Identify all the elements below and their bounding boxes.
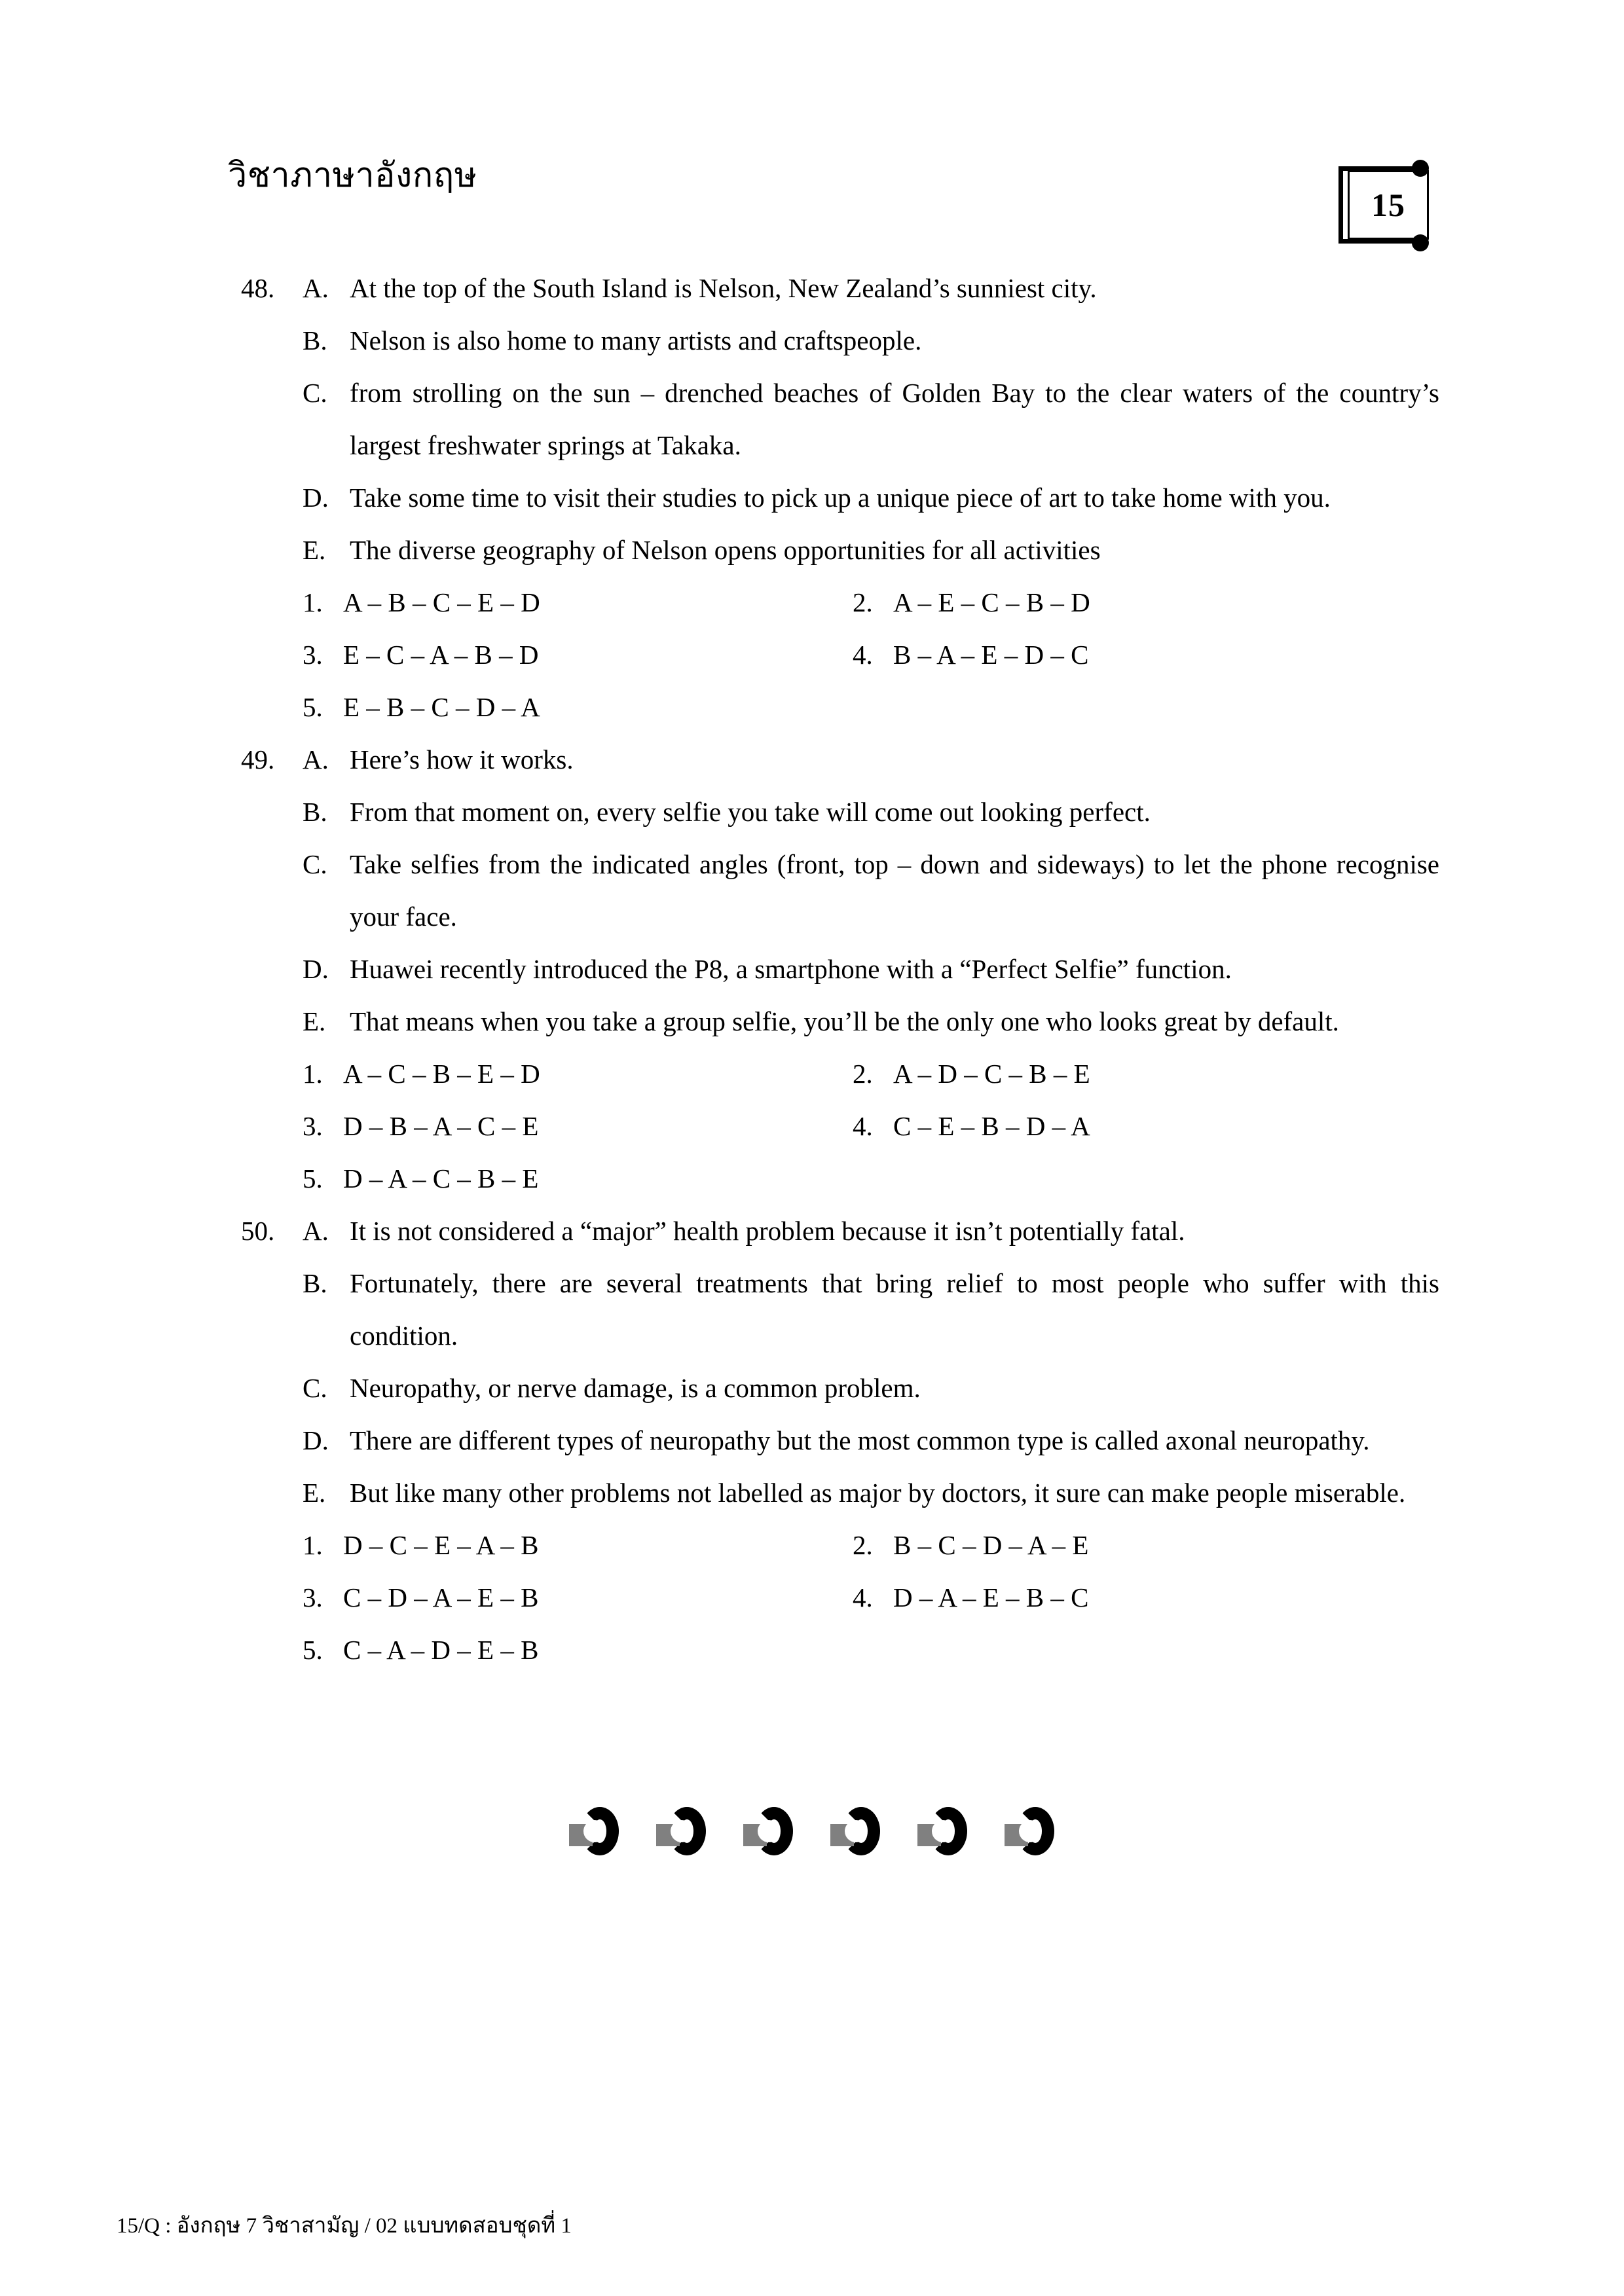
question-number: 48. — [241, 273, 275, 303]
choice-number: 3. — [303, 640, 323, 670]
question-item — [0, 1467, 1624, 1519]
item-text: It is not considered a “major” health problem because it isn’t potentially fatal. — [350, 1216, 1185, 1246]
item-label: E. — [303, 535, 326, 565]
answer-choice-5[interactable] — [303, 1152, 538, 1205]
item-text: Nelson is also home to many artists and craftspeople. — [350, 325, 922, 355]
choice-number: 4. — [853, 640, 873, 670]
hole-shape — [758, 1820, 780, 1842]
item-text: Fortunately, there are several treatments that bring relief to most people who suffer with this condition. — [350, 1268, 1439, 1351]
choice-text: D – A – E – B – C — [893, 1582, 1089, 1613]
choice-text: C – E – B – D – A — [893, 1111, 1090, 1141]
item-text: But like many other problems not labelled as major by doctors, it sure can make people miserable. — [350, 1478, 1406, 1508]
badge-dot-bottom-icon — [1412, 234, 1429, 251]
choice-row — [0, 1048, 1624, 1100]
item-text: There are different types of neuropathy but the most common type is called axonal neuropathy. — [350, 1425, 1370, 1455]
choice-text: A – C – B – E – D — [343, 1059, 540, 1089]
item-text: The diverse geography of Nelson opens opportunities for all activities — [350, 535, 1101, 565]
item-text: from strolling on the sun – drenched beaches of Golden Bay to the clear waters of the country’s largest freshwater springs at Takaka. — [350, 378, 1439, 460]
answer-choices — [0, 1048, 1624, 1205]
choice-text: A – B – C – E – D — [343, 587, 540, 617]
arc-dingbat-icon — [743, 1807, 794, 1859]
answer-choice-4[interactable] — [853, 1571, 1088, 1624]
item-label: E. — [303, 1006, 326, 1036]
question-item — [0, 262, 1624, 314]
item-label: B. — [303, 797, 327, 827]
item-text: At the top of the South Island is Nelson, New Zealand’s sunniest city. — [350, 273, 1097, 303]
item-text: That means when you take a group selfie, you’ll be the only one who looks great by default. — [350, 1006, 1339, 1036]
choice-text: D – C – E – A – B — [343, 1530, 539, 1560]
question-50 — [0, 1205, 1624, 1676]
item-label: B. — [303, 325, 327, 355]
arc-dingbat-icon — [569, 1807, 620, 1859]
choice-text: D – B – A – C – E — [343, 1111, 539, 1141]
choice-number: 2. — [853, 1530, 873, 1560]
question-item — [0, 733, 1624, 786]
choice-row — [0, 629, 1624, 681]
question-item — [0, 471, 1624, 524]
question-item — [0, 1257, 1624, 1362]
choice-row — [0, 1519, 1624, 1571]
answer-choices — [0, 1519, 1624, 1676]
choice-text: B – A – E – D – C — [893, 640, 1089, 670]
question-item — [0, 1414, 1624, 1467]
question-item — [0, 838, 1624, 943]
choice-number: 4. — [853, 1582, 873, 1613]
answer-choices — [0, 576, 1624, 733]
item-label: A. — [303, 273, 329, 303]
choice-text: E – B – C – D – A — [343, 692, 540, 722]
item-text: Take some time to visit their studies to pick up a unique piece of art to take home with you. — [350, 483, 1331, 513]
choice-text: A – D – C – B – E — [893, 1059, 1090, 1089]
arc-dingbat-icon — [656, 1807, 707, 1859]
choice-row — [0, 1100, 1624, 1152]
subject-title: วิชาภาษาอังกฤษ — [228, 157, 477, 194]
arc-dingbat-icon — [830, 1807, 881, 1859]
page-footer: 15/Q : อังกฤษ 7 วิชาสามัญ / 02 แบบทดสอบชุดที่ 1 — [117, 2214, 572, 2238]
choice-text: C – A – D – E – B — [343, 1635, 539, 1665]
answer-choice-1[interactable] — [303, 1519, 538, 1571]
question-item — [0, 786, 1624, 838]
item-label: D. — [303, 954, 329, 984]
item-label: A. — [303, 744, 329, 774]
choice-row — [0, 1624, 1624, 1676]
question-item — [0, 367, 1624, 471]
badge-dot-top-icon — [1412, 160, 1429, 177]
item-label: E. — [303, 1478, 326, 1508]
question-number: 49. — [241, 744, 275, 774]
question-item — [0, 1362, 1624, 1414]
choice-row — [0, 681, 1624, 733]
item-label: D. — [303, 1425, 329, 1455]
question-item — [0, 524, 1624, 576]
question-number: 50. — [241, 1216, 275, 1246]
choice-number: 5. — [303, 1163, 323, 1194]
choice-number: 3. — [303, 1111, 323, 1141]
question-item — [0, 995, 1624, 1048]
answer-choice-4[interactable] — [853, 629, 1088, 681]
hole-shape — [583, 1820, 606, 1842]
answer-choice-3[interactable] — [303, 629, 538, 681]
choice-number: 5. — [303, 692, 323, 722]
choice-number: 1. — [303, 1530, 323, 1560]
answer-choice-5[interactable] — [303, 681, 540, 733]
choice-row — [0, 1571, 1624, 1624]
hole-shape — [671, 1820, 693, 1842]
item-label: A. — [303, 1216, 329, 1246]
hole-shape — [1019, 1820, 1041, 1842]
section-end-ornaments — [0, 1807, 1624, 1859]
arc-dingbat-icon — [917, 1807, 969, 1859]
item-text: Here’s how it works. — [350, 744, 574, 774]
page-header — [0, 157, 1624, 249]
item-label: B. — [303, 1268, 327, 1298]
choice-row — [0, 576, 1624, 629]
item-text: From that moment on, every selfie you take will come out looking perfect. — [350, 797, 1151, 827]
question-item — [0, 943, 1624, 995]
page-number-badge — [1324, 166, 1429, 246]
answer-choice-2[interactable] — [853, 1048, 1090, 1100]
item-text: Take selfies from the indicated angles (front, top – down and sideways) to let the phone recognise your face. — [350, 849, 1439, 932]
answer-choice-2[interactable] — [853, 1519, 1088, 1571]
choice-row — [0, 1152, 1624, 1205]
item-label: C. — [303, 849, 327, 879]
hole-shape — [932, 1820, 954, 1842]
choice-text: D – A – C – B – E — [343, 1163, 539, 1194]
question-item — [0, 1205, 1624, 1257]
choice-text: A – E – C – B – D — [893, 587, 1090, 617]
item-label: C. — [303, 1373, 327, 1403]
answer-choice-1[interactable] — [303, 576, 540, 629]
choice-text: E – C – A – B – D — [343, 640, 539, 670]
arc-dingbat-icon — [1005, 1807, 1056, 1859]
choice-number: 5. — [303, 1635, 323, 1665]
choice-number: 4. — [853, 1111, 873, 1141]
answer-choice-3[interactable] — [303, 1100, 538, 1152]
question-48 — [0, 262, 1624, 733]
question-49 — [0, 733, 1624, 1205]
answer-choice-4[interactable] — [853, 1100, 1090, 1152]
answer-choice-5[interactable] — [303, 1624, 538, 1676]
choice-number: 3. — [303, 1582, 323, 1613]
choice-number: 2. — [853, 1059, 873, 1089]
choice-text: C – D – A – E – B — [343, 1582, 539, 1613]
hole-shape — [845, 1820, 867, 1842]
choice-number: 1. — [303, 1059, 323, 1089]
item-text: Neuropathy, or nerve damage, is a common problem. — [350, 1373, 921, 1403]
answer-choice-3[interactable] — [303, 1571, 538, 1624]
answer-choice-1[interactable] — [303, 1048, 540, 1100]
item-text: Huawei recently introduced the P8, a smartphone with a “Perfect Selfie” function. — [350, 954, 1232, 984]
question-item — [0, 314, 1624, 367]
answer-choice-2[interactable] — [853, 576, 1090, 629]
choice-number: 1. — [303, 587, 323, 617]
item-label: C. — [303, 378, 327, 408]
choice-number: 2. — [853, 587, 873, 617]
choice-text: B – C – D – A – E — [893, 1530, 1089, 1560]
page-number-value: 15 — [1371, 187, 1405, 223]
item-label: D. — [303, 483, 329, 513]
questions-container — [0, 262, 1624, 1676]
